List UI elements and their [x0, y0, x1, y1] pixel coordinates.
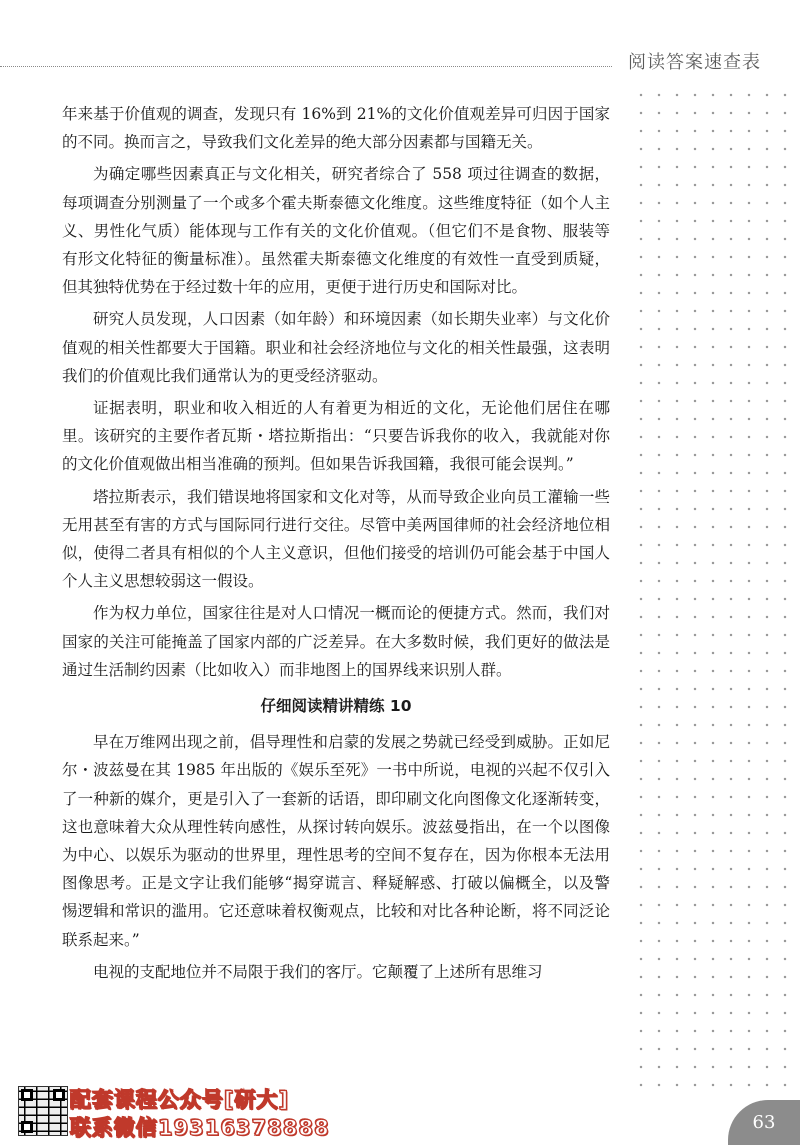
paragraph: 年来基于价值观的调查，发现只有 16%到 21%的文化价值观差异可归因于国家的不同。换而言之，导致我们文化差异的绝大部分因素都与国籍无关。 [62, 105, 610, 152]
paragraph: 证据表明，职业和收入相近的人有着更为相近的文化，无论他们居住在哪里。该研究的主要作者瓦斯・塔拉斯指出：“只要告诉我你的收入，我就能对你的文化价值观做出相当准确的预判。但如果告诉我国籍，我很可能会误判。” [62, 399, 610, 474]
paragraph: 电视的支配地位并不局限于我们的客厅。它颠覆了上述所有思维习 [93, 962, 543, 981]
article-body [62, 100, 610, 990]
watermark-line-2: 联系微信19316378888 [70, 1116, 330, 1140]
page-number: 63 [728, 1100, 800, 1145]
paragraph: 塔拉斯表示，我们错误地将国家和文化对等，从而导致企业向员工灌输一些无用甚至有害的方式与国际同行进行交往。尽管中美两国律师的社会经济地位相似，使得二者具有相似的个人主义意识，但他们接受的培训仍可能会基于中国人个人主义思想较弱这一假设。 [62, 487, 610, 591]
watermark-line-1: 配套课程公众号[研大] [70, 1088, 290, 1112]
paragraph: 研究人员发现，人口因素（如年龄）和环境因素（如长期失业率）与文化价值观的相关性都要大于国籍。职业和社会经济地位与文化的相关性最强，这表明我们的价值观比我们通常认为的更受经济驱动。 [62, 310, 610, 385]
section-heading: 仔细阅读精讲精练 10 [260, 697, 412, 716]
paragraph: 为确定哪些因素真正与文化相关，研究者综合了 558 项过往调查的数据，每项调查分别测量了一个或多个霍夫斯泰德文化维度。这些维度特征（如个人主义、男性化气质）能体现与工作有关的文化价值观。（但它们不是食物、服装等有形文化特征的衡量标准）。虽然霍夫斯泰德文化维度的有效性一直受到质疑，但其独特优势在于经过数十年的应用，更便于进行历史和国际对比。 [62, 165, 610, 297]
running-header-title: 阅读答案速查表 [628, 52, 761, 73]
header-rule [0, 66, 612, 67]
qr-code-icon [18, 1086, 68, 1136]
margin-dot-grid [632, 86, 800, 1096]
paragraph: 早在万维网出现之前，倡导理性和启蒙的发展之势就已经受到威胁。正如尼尔・波兹曼在其 1985 年出版的《娱乐至死》一书中所说，电视的兴起不仅引入了一种新的媒介，更是引入了一套新的话语，即印刷文化向图像文化逐渐转变，这也意味着大众从理性转向感性，从探讨转向娱乐。波兹曼指出，在一个以图像为中心、以娱乐为驱动的世界里，理性思考的空间不复存在，因为你根本无法用图像思考。正是文字让我们能够“揭穿谎言、释疑解惑、打破以偏概全，以及警惕逻辑和常识的滥用。它还意味着权衡观点，比较和对比各种论断，将不同泛论联系起来。” [62, 733, 610, 949]
paragraph: 作为权力单位，国家往往是对人口情况一概而论的便捷方式。然而，我们对国家的关注可能掩盖了国家内部的广泛差异。在大多数时候，我们更好的做法是通过生活制约因素（比如收入）而非地图上的国界线来识别人群。 [62, 604, 610, 679]
